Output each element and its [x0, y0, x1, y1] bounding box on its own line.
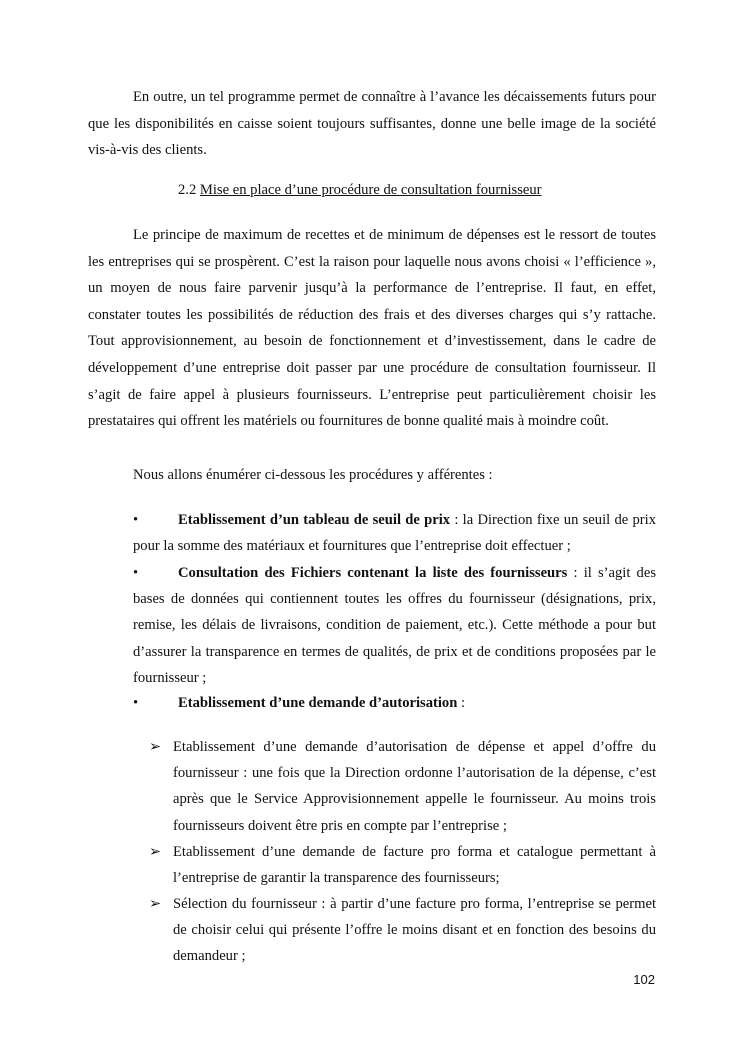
arrow-bullet-icon: ➢ — [149, 844, 162, 860]
sub-item-text: Sélection du fournisseur : à partir d’une facture pro forma, l’entreprise se permet de choisir celui qui présente l’offre le moins disant et en fonction des besoins du demandeur ; — [173, 896, 656, 965]
list-intro: Nous allons énumérer ci-dessous les procédures y afférentes : — [133, 467, 493, 483]
page-number: 102 — [633, 972, 655, 987]
bullet-icon: • — [133, 565, 139, 581]
list-item — [133, 560, 656, 691]
bullet-text: : il s’agit des bases de données qui contiennent toutes les offres du fournisseur (désignations, prix, remise, les délais de livraisons, condition de paiement, etc.). Cette méthode a pour but d’assurer la transparence en termes de qualités, de prix et de conditions proposées par le fournisseur ; — [133, 565, 657, 686]
list-item — [133, 690, 656, 716]
list-item — [133, 507, 656, 559]
intro-paragraph: En outre, un tel programme permet de connaître à l’avance les décaissements futurs pour que les disponibilités en caisse soient toujours suffisantes, donne une belle image de la société vis-à-vis des clients. — [88, 89, 656, 159]
sub-list-item — [149, 734, 656, 839]
sub-item-text: Etablissement d’une demande d’autorisation de dépense et appel d’offre du fournisseur : une fois que la Direction ordonne l’autorisation de la dépense, c’est après que le Service Approvisionnement appelle le fournisseur. Au moins trois fournisseurs doivent être pris en compte par l’entreprise ; — [173, 739, 656, 834]
section-number: 2.2 — [178, 182, 197, 198]
arrow-bullet-icon: ➢ — [149, 739, 162, 755]
bullet-text: : la Direction fixe un seuil de prix pour la somme des matériaux et fournitures que l’entreprise doit effectuer ; — [133, 512, 656, 555]
bullet-title: Etablissement d’une demande d’autorisation — [178, 695, 458, 711]
bullet-title: Etablissement d’un tableau de seuil de prix — [178, 512, 451, 528]
bullet-icon: • — [133, 512, 139, 528]
section-title: Mise en place d’une procédure de consultation fournisseur — [199, 182, 542, 198]
sub-list-item — [149, 891, 656, 970]
section-heading — [178, 180, 542, 200]
sub-item-text: Etablissement d’une demande de facture pro forma et catalogue permettant à l’entreprise de garantir la transparence des fournisseurs; — [173, 844, 656, 887]
bullet-text: : — [457, 695, 466, 711]
principle-paragraph: Le principe de maximum de recettes et de minimum de dépenses est le ressort de toutes les entreprises qui se prospèrent. C’est la raison pour laquelle nous avons choisi « l’efficience », un moyen de nous faire parvenir jusqu’à la performance de l’entreprise. Il faut, en effet, constater toutes les possibilités de réduction des frais et des diverses charges qui s’y rattache. Tout approvisionnement, au besoin de fonctionnement et d’investissement, dans le cadre de développement d’une entreprise doit passer par une procédure de consultation fournisseur. Il s’agit de faire appel à plusieurs fournisseurs. L’entreprise peut particulièrement choisir les prestataires qui offrent les matériels ou fournitures de bonne qualité mais à moindre coût. — [88, 227, 656, 430]
bullet-icon: • — [133, 695, 139, 711]
sub-list-item — [149, 839, 656, 891]
bullet-title: Consultation des Fichiers contenant la liste des fournisseurs — [178, 565, 568, 581]
arrow-bullet-icon: ➢ — [149, 896, 162, 912]
